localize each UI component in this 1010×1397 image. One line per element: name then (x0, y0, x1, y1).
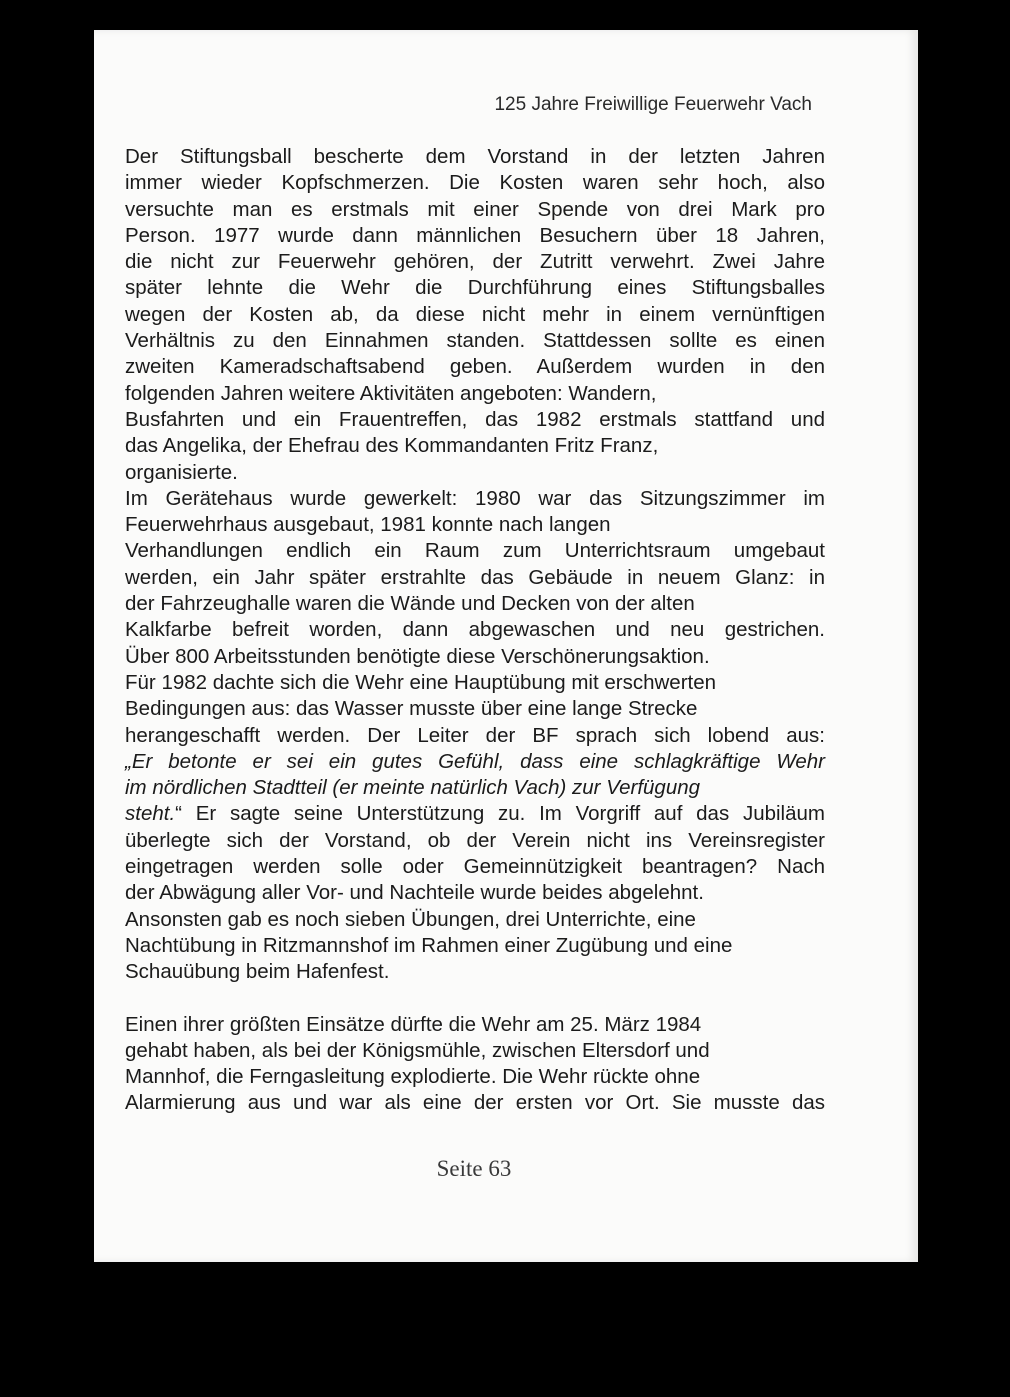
text-line: folgenden Jahren weitere Aktivitäten angeboten: Wandern, (125, 381, 657, 405)
text-line: Für 1982 dachte sich die Wehr eine Hauptübung mit erschwerten (125, 670, 717, 694)
text-line: der Abwägung aller Vor- und Nachteile wurde beides abgelehnt. (125, 881, 704, 905)
text-line: Verhältnis zu den Einnahmen standen. Stattdessen sollte es einen (125, 329, 825, 353)
text-line: Einen ihrer größten Einsätze dürfte die Wehr am 25. März 1984 (125, 1012, 702, 1036)
paragraph-stiftungsball (125, 144, 825, 486)
body-text (125, 144, 825, 1117)
text-line: Bedingungen aus: das Wasser musste über eine lange Strecke (125, 697, 698, 721)
text-line: die nicht zur Feuerwehr gehören, der Zutritt verwehrt. Zwei Jahre (125, 250, 825, 274)
text-line: Kalkfarbe befreit worden, dann abgewaschen und neu gestrichen. (125, 618, 825, 642)
text-line: immer wieder Kopfschmerzen. Die Kosten waren sehr hoch, also (125, 171, 825, 195)
text-line: Der Stiftungsball bescherte dem Vorstand in der letzten Jahren (125, 145, 825, 168)
text-line: Feuerwehrhaus ausgebaut, 1981 konnte nach langen (125, 513, 611, 537)
text-line: zweiten Kameradschaftsabend geben. Außerdem wurden in den (125, 355, 825, 379)
book-page (94, 30, 918, 1262)
text-line: Busfahrten und ein Frauentreffen, das 1982 erstmals stattfand und (125, 407, 825, 431)
text-line: Ansonsten gab es noch sieben Übungen, drei Unterrichte, eine (125, 907, 696, 931)
text-line: Person. 1977 wurde dann männlichen Besuchern über 18 Jahren, (125, 223, 825, 247)
quote-line: „Er betonte er sei ein gutes Gefühl, dass eine schlagkräftige Wehr (125, 749, 825, 773)
text-line: Mannhof, die Ferngasleitung explodierte. Die Wehr rückte ohne (125, 1065, 701, 1089)
text-line: später lehnte die Wehr die Durchführung eines Stiftungsballes (125, 276, 825, 300)
quote-line: im nördlichen Stadtteil (er meinte natürlich Vach) zur Verfügung (125, 776, 701, 800)
text-line: überlegte sich der Vorstand, ob der Verein nicht ins Vereinsregister (125, 828, 825, 852)
text-line: Nachtübung in Ritzmannshof im Rahmen einer Zugübung und eine (125, 933, 733, 957)
text-line: gehabt haben, als bei der Königsmühle, zwischen Eltersdorf und (125, 1038, 710, 1062)
text-line: organisierte. (125, 460, 238, 484)
text-line: Alarmierung aus und war als eine der ersten vor Ort. Sie musste das (125, 1091, 825, 1115)
text-line: Schauübung beim Hafenfest. (125, 960, 390, 984)
text-line: Im Gerätehaus wurde gewerkelt: 1980 war das Sitzungszimmer im (125, 486, 825, 510)
text-line: wegen der Kosten ab, da diese nicht mehr in einem vernünftigen (125, 302, 825, 326)
text-line: werden, ein Jahr später erstrahlte das Gebäude in neuem Glanz: in (125, 565, 825, 589)
paragraph-spacer (125, 986, 825, 1012)
quote-trailing-text: “ Er sagte seine Unterstützung zu. Im Vorgriff auf das Jubiläum (175, 802, 825, 826)
quote-end: steht. (125, 802, 176, 826)
text-line: eingetragen werden solle oder Gemeinnützigkeit beantragen? Nach (125, 855, 825, 879)
text-line: Verhandlungen endlich ein Raum zum Unterrichtsraum umgebaut (125, 539, 825, 563)
text-line: Über 800 Arbeitsstunden benötigte diese Verschönerungsaktion. (125, 644, 710, 668)
paragraph-einsatz-1984 (125, 1012, 825, 1117)
paragraph-geraetehaus (125, 486, 825, 986)
page-number: Seite 63 (436, 1156, 512, 1181)
text-line: das Angelika, der Ehefrau des Kommandanten Fritz Franz, (125, 434, 659, 458)
text-line (125, 801, 825, 827)
text-line: versuchte man es erstmals mit einer Spende von drei Mark pro (125, 197, 825, 221)
running-header: 125 Jahre Freiwillige Feuerwehr Vach (494, 94, 812, 115)
text-line: herangeschafft werden. Der Leiter der BF sprach sich lobend aus: (125, 723, 825, 747)
text-line: der Fahrzeughalle waren die Wände und Decken von der alten (125, 592, 695, 616)
